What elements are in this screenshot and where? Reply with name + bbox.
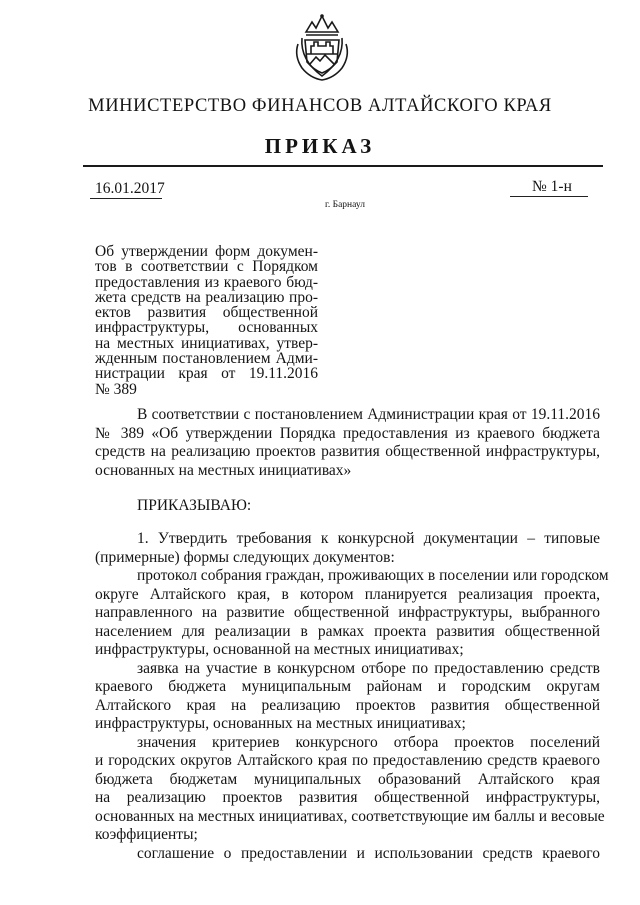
- item-line: на реализацию проектов развития общественной инфраструктуры,: [95, 789, 600, 806]
- subject-line: тов в соответствии с Порядком: [95, 258, 318, 276]
- item-line: коэффициенты;: [95, 826, 198, 843]
- command-heading: ПРИКАЗЫВАЮ:: [137, 497, 252, 514]
- order-date: 16.01.2017: [95, 180, 165, 197]
- order-title: ПРИКАЗ: [264, 134, 376, 158]
- item-line: округе Алтайского края, в котором планируется реализация проекта,: [95, 585, 600, 603]
- subject-line: № 389: [95, 380, 137, 398]
- subject-line: жета средств на реализацию про-: [95, 288, 318, 306]
- subject-line: на местных инициативах, утвер-: [95, 334, 318, 352]
- item-line: краевого бюджета муниципальным районам и городским округам: [95, 678, 600, 695]
- order-number: № 1-н: [532, 178, 572, 195]
- preamble-paragraph: [95, 406, 600, 480]
- coat-of-arms-icon: [292, 10, 352, 84]
- subject-line: нистрации края от 19.11.2016: [95, 365, 318, 383]
- preamble-line: № 389 «Об утверждении Порядка предоставления из краевого бюджета: [95, 424, 600, 442]
- order-subject: [95, 244, 318, 397]
- subject-line: предоставления из краевого бюд-: [95, 273, 318, 291]
- item-line: Алтайского края на реализацию проектов развития общественной: [95, 696, 600, 714]
- subject-line: Об утверждении форм докумен-: [95, 243, 318, 260]
- item-line: населением для реализации в рамках проекта развития общественной: [95, 622, 600, 640]
- item-line: инфраструктуры, основанной на местных инициативах;: [95, 641, 464, 658]
- item-1-paragraph: [95, 530, 609, 863]
- preamble-line: основанных на местных инициативах»: [95, 461, 352, 479]
- subject-line: инфраструктуры, основанных: [95, 319, 318, 337]
- header-divider: [83, 165, 603, 167]
- item-line: инфраструктуры, основанных на местных инициативах;: [95, 715, 466, 732]
- date-underline: [90, 198, 162, 199]
- number-underline: [510, 196, 588, 197]
- item-line: направленного на развитие общественной инфраструктуры, выбранного: [95, 604, 600, 621]
- preamble-line: В соответствии с постановлением Администрации края от 19.11.2016: [137, 406, 600, 423]
- item-line: (примерные) формы следующих документов:: [95, 548, 395, 566]
- ministry-name: МИНИСТЕРСТВО ФИНАНСОВ АЛТАЙСКОГО КРАЯ: [88, 96, 552, 116]
- subject-line: ектов развития общественной: [95, 304, 318, 322]
- item-line: протокол собрания граждан, проживающих в поселении или городском: [137, 567, 609, 584]
- item-line: заявка на участие в конкурсном отборе по предоставлению средств: [137, 659, 600, 677]
- item-line: значения критериев конкурсного отбора проектов поселений: [137, 733, 600, 751]
- item-line: 1. Утвердить требования к конкурсной документации – типовые: [137, 530, 600, 547]
- item-line: бюджета бюджетам муниципальных образований Алтайского края: [95, 770, 600, 788]
- item-line: основанных на местных инициативах, соответствующие им баллы и весовые: [95, 807, 605, 825]
- item-line: и городских округов Алтайского края по предоставлению средств краевого: [95, 752, 600, 769]
- item-line: соглашение о предоставлении и использовании средств краевого: [137, 844, 600, 862]
- subject-line: жденным постановлением Адми-: [95, 350, 318, 368]
- preamble-line: средств на реализацию проектов развития общественной инфраструктуры,: [95, 443, 600, 460]
- order-city: г. Барнаул: [325, 200, 365, 210]
